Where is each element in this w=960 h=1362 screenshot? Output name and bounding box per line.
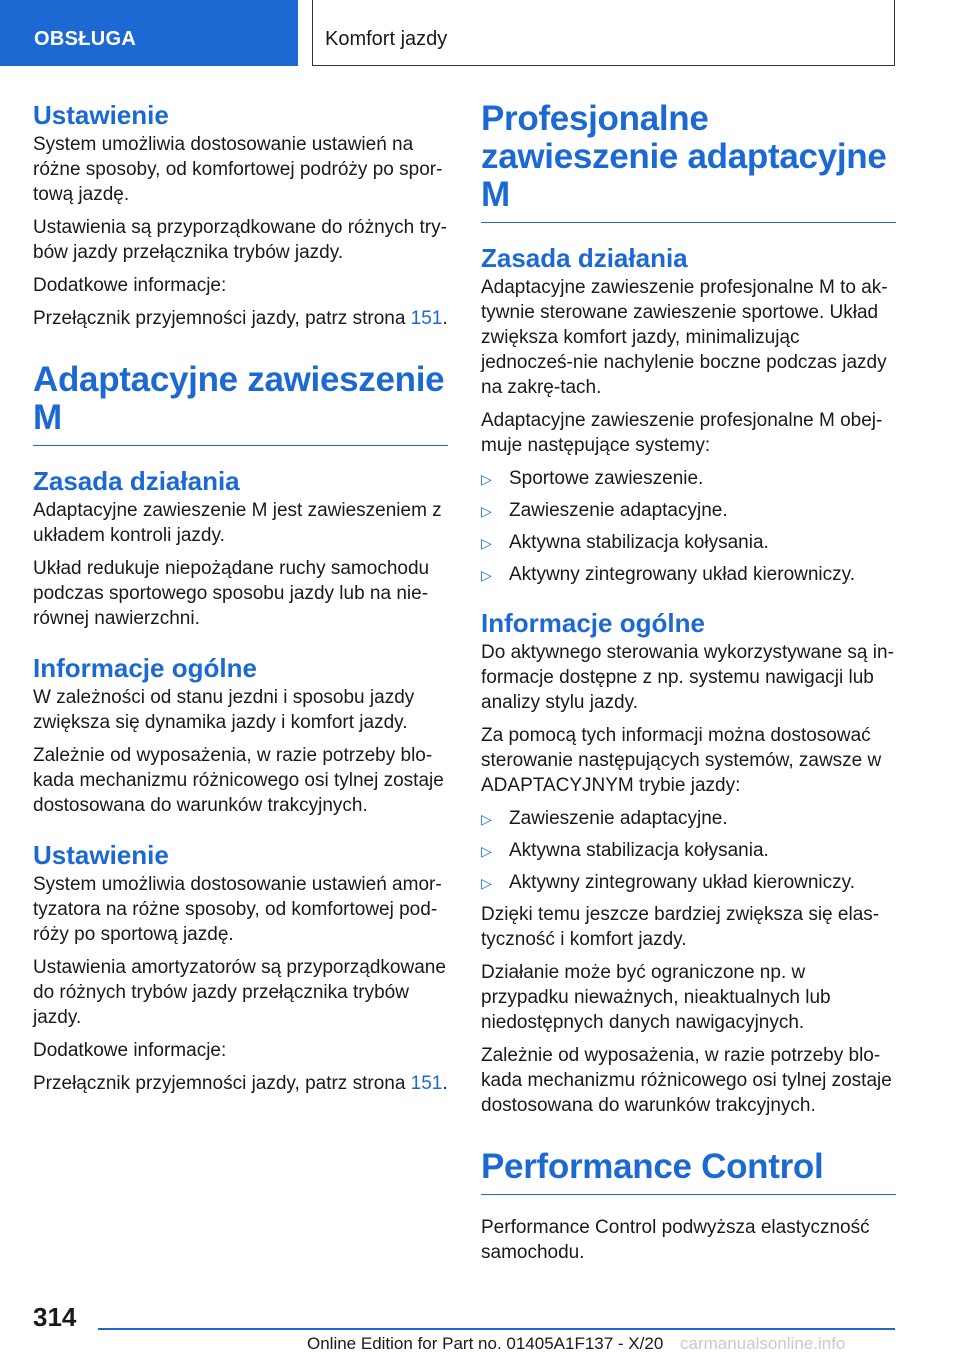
list-item-text: Zawieszenie adaptacyjne. — [509, 500, 728, 521]
paragraph-end: . — [442, 308, 448, 329]
triangle-bullet-icon: ▷ — [481, 471, 492, 487]
chapter-header — [312, 0, 895, 66]
paragraph: Zależnie od wyposażenia, w razie potrzeby blo-kada mechanizmu różnicowego osi tylnej zostaje dostosowana do warunków trakcyjnych. — [481, 1045, 892, 1116]
paragraph: Adaptacyjne zawieszenie profesjonalne M to ak-tywnie sterowane zawieszenie sportowe. Układ zwiększa komfort jazdy, minimalizując jednocześ-nie nachylenie boczne podczas jazdy na zakrę-tach. — [481, 277, 888, 398]
list-item-text: Aktywna stabilizacja kołysania. — [509, 840, 769, 861]
paragraph: Dodatkowe informacje: — [33, 275, 227, 296]
list-item — [481, 838, 896, 863]
list-item — [481, 562, 896, 587]
chapter-heading: Profesjonalne zawieszenie adaptacyjne M — [481, 100, 896, 223]
paragraph-end: . — [442, 1073, 448, 1094]
list-item-text: Aktywna stabilizacja kołysania. — [509, 532, 769, 553]
section-tab-label: OBSŁUGA — [34, 28, 137, 50]
chapter-heading: Adaptacyjne zawieszenie M — [33, 361, 448, 446]
paragraph — [33, 1071, 448, 1096]
triangle-bullet-icon: ▷ — [481, 535, 492, 551]
right-column — [481, 100, 896, 1273]
paragraph — [33, 306, 448, 331]
section-heading: Zasada działania — [481, 243, 688, 273]
list-item — [481, 806, 896, 831]
triangle-bullet-icon: ▷ — [481, 875, 492, 891]
list-item-text: Zawieszenie adaptacyjne. — [509, 808, 728, 829]
chapter-title: Komfort jazdy — [325, 28, 448, 50]
paragraph: Za pomocą tych informacji można dostosować sterowanie następujących systemów, zawsze w ADAPTACYJNYM trybie jazdy: — [481, 725, 882, 796]
section-heading: Ustawienie — [33, 840, 169, 870]
paragraph: Dzięki temu jeszcze bardziej zwiększa się elas-tyczność i komfort jazdy. — [481, 904, 880, 950]
triangle-bullet-icon: ▷ — [481, 503, 492, 519]
section-heading: Zasada działania — [33, 466, 240, 496]
left-column — [33, 100, 448, 1104]
paragraph: Układ redukuje niepożądane ruchy samochodu podczas sportowego sposobu jazdy lub na nie-równej nawierzchni. — [33, 558, 430, 629]
page-link[interactable]: 151 — [410, 1073, 443, 1094]
bullet-list — [481, 466, 896, 587]
triangle-bullet-icon: ▷ — [481, 811, 492, 827]
paragraph: Ustawienia są przyporządkowane do różnych try-bów jazdy przełącznika trybów jazdy. — [33, 217, 447, 263]
list-item — [481, 466, 896, 491]
paragraph-text: Przełącznik przyjemności jazdy, patrz strona — [33, 1073, 411, 1094]
paragraph: W zależności od stanu jezdni i sposobu jazdy zwiększa się dynamika jazdy i komfort jazdy. — [33, 687, 415, 733]
paragraph: Do aktywnego sterowania wykorzystywane są in-formacje dostępne z np. systemu nawigacji lub analizy stylu jazdy. — [481, 642, 894, 713]
footer-divider — [98, 1328, 895, 1330]
paragraph: Działanie może być ograniczone np. w przypadku nieważnych, nieaktualnych lub niedostępnych danych nawigacyjnych. — [481, 962, 831, 1033]
bullet-list — [481, 806, 896, 895]
list-item-text: Aktywny zintegrowany układ kierowniczy. — [509, 872, 856, 893]
section-tab[interactable] — [0, 0, 298, 66]
paragraph: System umożliwia dostosowanie ustawień na różne sposoby, od komfortowej podróży po spor-tową jazdę. — [33, 134, 443, 205]
paragraph: System umożliwia dostosowanie ustawień amor-tyzatora na różne sposoby, od komfortowej pod-róży po sportową jazdę. — [33, 874, 442, 945]
triangle-bullet-icon: ▷ — [481, 843, 492, 859]
page-number: 314 — [33, 1302, 77, 1332]
paragraph: Adaptacyjne zawieszenie profesjonalne M obej-muje następujące systemy: — [481, 410, 883, 456]
paragraph-text: Przełącznik przyjemności jazdy, patrz strona — [33, 308, 411, 329]
list-item — [481, 530, 896, 555]
section-heading: Informacje ogólne — [33, 653, 257, 683]
chapter-heading: Performance Control — [481, 1148, 896, 1195]
section-heading: Informacje ogólne — [481, 608, 705, 638]
list-item — [481, 870, 896, 895]
paragraph: Performance Control podwyższa elastyczność samochodu. — [481, 1217, 870, 1263]
section-heading: Ustawienie — [33, 100, 169, 130]
watermark: carmanualsonline.info — [680, 1334, 846, 1353]
list-item — [481, 498, 896, 523]
paragraph: Ustawienia amortyzatorów są przyporządkowane do różnych trybów jazdy przełącznika trybów jazdy. — [33, 957, 446, 1028]
list-item-text: Sportowe zawieszenie. — [509, 468, 704, 489]
page-link[interactable]: 151 — [410, 308, 443, 329]
paragraph: Zależnie od wyposażenia, w razie potrzeby blo-kada mechanizmu różnicowego osi tylnej zostaje dostosowana do warunków trakcyjnych. — [33, 745, 444, 816]
edition-text: Online Edition for Part no. 01405A1F137 - X/20 — [307, 1334, 664, 1353]
triangle-bullet-icon: ▷ — [481, 567, 492, 583]
paragraph: Dodatkowe informacje: — [33, 1040, 227, 1061]
list-item-text: Aktywny zintegrowany układ kierowniczy. — [509, 564, 856, 585]
paragraph: Adaptacyjne zawieszenie M jest zawieszeniem z układem kontroli jazdy. — [33, 500, 442, 546]
